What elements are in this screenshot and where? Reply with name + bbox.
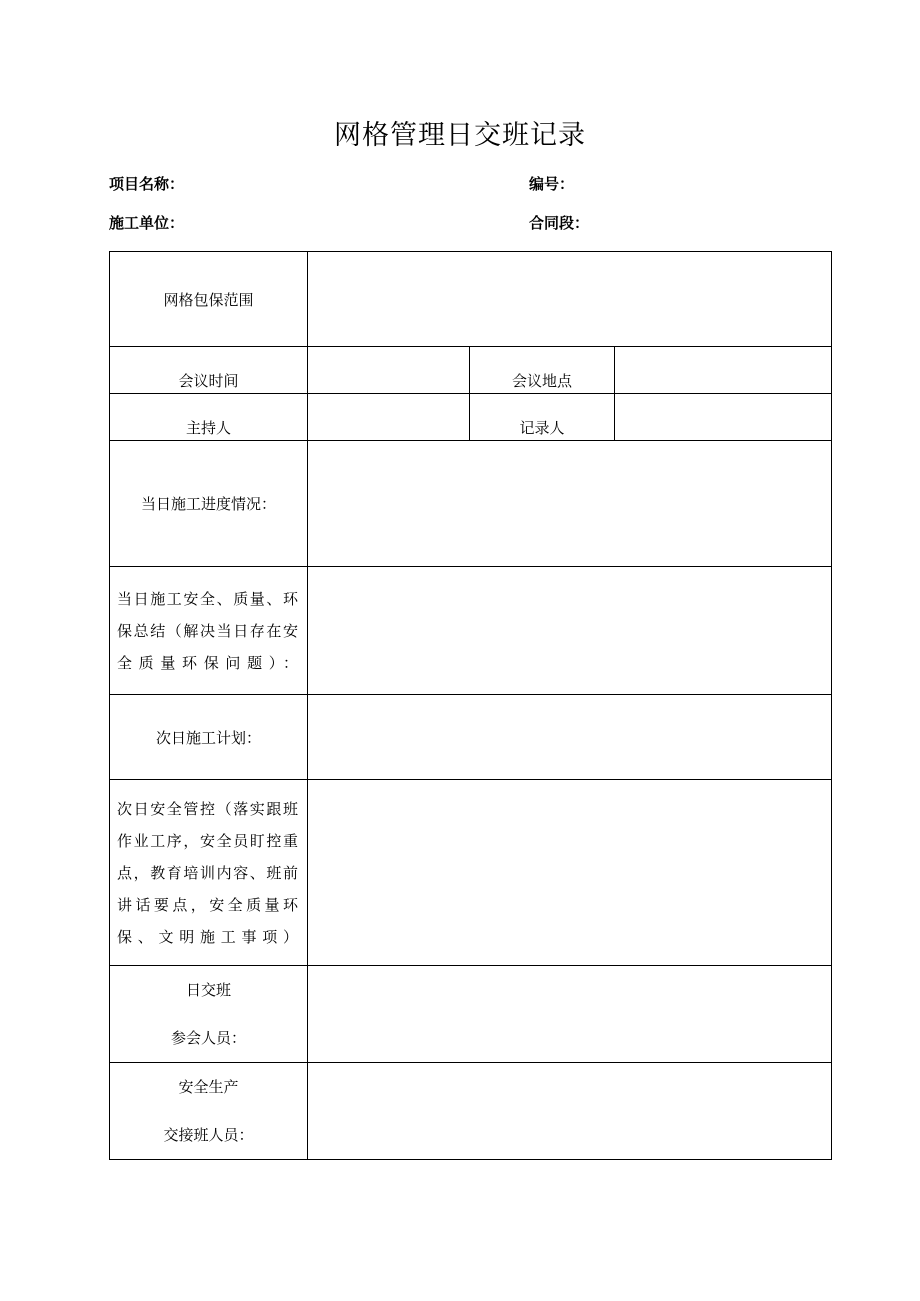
table-row [110, 1063, 832, 1160]
recorder-label: 记录人 [470, 394, 615, 441]
table-row [110, 394, 832, 441]
handover-staff-label [110, 1063, 308, 1160]
grid-scope-value[interactable] [308, 252, 832, 347]
next-plan-label: 次日施工计划： [110, 695, 308, 780]
table-row [110, 780, 832, 966]
recorder-value[interactable] [615, 394, 832, 441]
project-name-label: 项目名称： [109, 175, 185, 193]
next-safety-value[interactable] [308, 780, 832, 966]
table-row [110, 966, 832, 1063]
meeting-time-value[interactable] [308, 347, 470, 394]
meeting-time-label: 会议时间 [110, 347, 308, 394]
daily-progress-label: 当日施工进度情况： [110, 441, 308, 567]
shift-attendees-label [110, 966, 308, 1063]
daily-summary-value[interactable] [308, 567, 832, 695]
construction-unit-label: 施工单位： [109, 214, 185, 232]
page-title: 网格管理日交班记录 [334, 120, 586, 151]
record-table [109, 251, 832, 1160]
daily-summary-label: 当日施工安全、质量、环保总结（解决当日存在安全质量环保问题）： [110, 567, 308, 695]
handover-line2: 交接班人员： [163, 1126, 254, 1144]
shift-line2: 参会人员： [170, 1029, 246, 1047]
table-row [110, 695, 832, 780]
meeting-place-value[interactable] [615, 347, 832, 394]
host-label: 主持人 [110, 394, 308, 441]
shift-line1: 日交班 [185, 981, 231, 999]
next-plan-value[interactable] [308, 695, 832, 780]
number-label: 编号： [529, 175, 575, 193]
host-value[interactable] [308, 394, 470, 441]
grid-scope-label: 网格包保范围 [110, 252, 308, 347]
table-row [110, 252, 832, 347]
table-row [110, 567, 832, 695]
meeting-place-label: 会议地点 [470, 347, 615, 394]
table-row [110, 441, 832, 567]
handover-line1: 安全生产 [178, 1078, 239, 1096]
contract-section-label: 合同段： [529, 214, 590, 232]
daily-progress-value[interactable] [308, 441, 832, 567]
shift-attendees-value[interactable] [308, 966, 832, 1063]
handover-staff-value[interactable] [308, 1063, 832, 1160]
table-row [110, 347, 832, 394]
next-safety-label: 次日安全管控（落实跟班作业工序，安全员盯控重点，教育培训内容、班前讲话要点，安全质量环保、文明施工事项） [110, 780, 308, 966]
